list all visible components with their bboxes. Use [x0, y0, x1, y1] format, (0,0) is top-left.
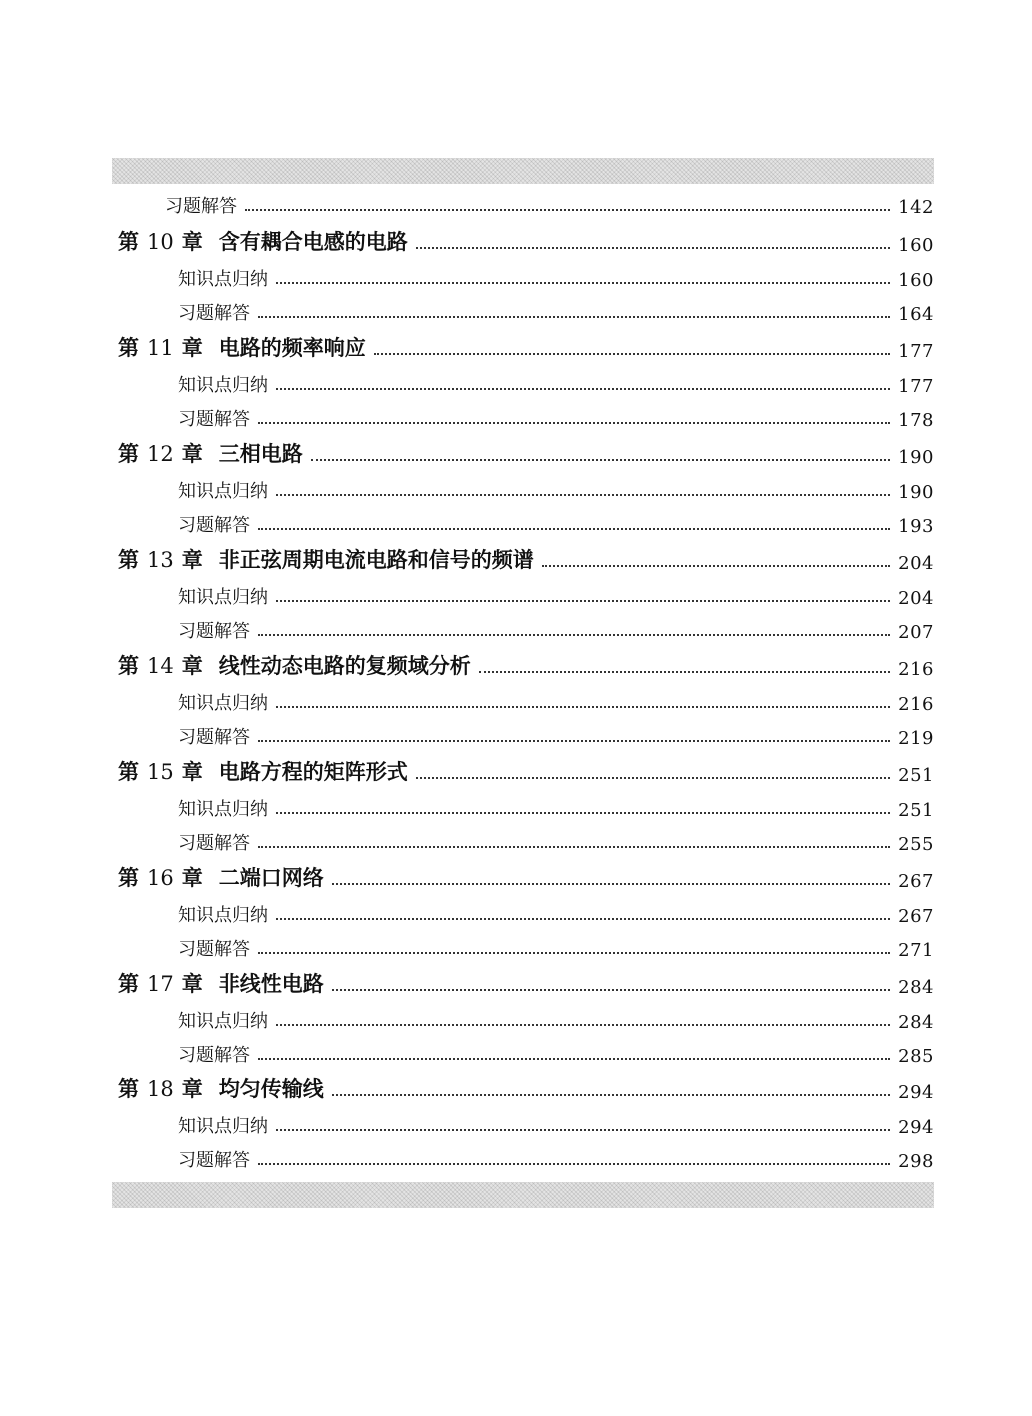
chapter-suffix: 章	[181, 441, 203, 466]
decorative-band-bottom	[112, 1182, 934, 1208]
toc-section-15-2[interactable]	[178, 827, 934, 855]
chapter-number: 15	[147, 760, 174, 784]
section-title: 习题解答	[178, 1150, 250, 1171]
section-title: 习题解答	[178, 939, 250, 960]
toc-page-number: 160	[898, 235, 934, 256]
section-title: 习题解答	[178, 409, 250, 430]
chapter-number: 11	[147, 336, 174, 360]
dot-leader	[276, 918, 890, 920]
toc-page-number: 216	[898, 694, 934, 715]
section-title: 习题解答	[178, 727, 250, 748]
toc-page-number: 219	[898, 728, 934, 749]
dot-leader	[276, 600, 890, 602]
chapter-prefix: 第	[118, 653, 139, 678]
toc-page-number: 267	[898, 871, 934, 892]
chapter-title: 含有耦合电感的电路	[218, 229, 408, 254]
chapter-prefix: 第	[118, 229, 139, 254]
toc-section-17-2[interactable]	[178, 1039, 934, 1067]
chapter-number: 13	[147, 548, 174, 572]
chapter-suffix: 章	[181, 865, 203, 890]
toc-section-18-1[interactable]	[178, 1110, 934, 1138]
chapter-label	[118, 862, 324, 892]
chapter-title: 均匀传输线	[218, 1076, 324, 1101]
chapter-number: 16	[147, 866, 174, 890]
toc-page-number: 193	[898, 516, 934, 537]
toc-section-12-1[interactable]	[178, 475, 934, 503]
dot-leader	[258, 740, 890, 742]
chapter-prefix: 第	[118, 547, 139, 572]
chapter-title: 非线性电路	[218, 971, 324, 996]
section-title: 习题解答	[178, 515, 250, 536]
toc-page-number: 190	[898, 482, 934, 503]
dot-leader	[332, 989, 890, 991]
chapter-number: 18	[147, 1077, 174, 1101]
toc-chapter-15[interactable]	[118, 758, 934, 786]
dot-leader	[258, 846, 890, 848]
toc-section-12-2[interactable]	[178, 509, 934, 537]
chapter-label	[118, 226, 408, 256]
chapter-suffix: 章	[181, 1076, 203, 1101]
chapter-label	[118, 332, 366, 362]
dot-leader	[258, 952, 890, 954]
toc-section-10-2[interactable]	[178, 297, 934, 325]
toc-chapter-11[interactable]	[118, 334, 934, 362]
dot-leader	[276, 706, 890, 708]
chapter-label	[118, 756, 408, 786]
dot-leader	[276, 282, 890, 284]
toc-section-14-2[interactable]	[178, 721, 934, 749]
dot-leader	[245, 209, 890, 211]
section-title: 习题解答	[178, 303, 250, 324]
section-title: 知识点归纳	[178, 905, 268, 926]
chapter-suffix: 章	[181, 335, 203, 360]
toc-section-13-1[interactable]	[178, 581, 934, 609]
toc-page-number: 177	[898, 341, 934, 362]
toc-page-number: 164	[898, 304, 934, 325]
chapter-prefix: 第	[118, 1076, 139, 1101]
toc-section-17-1[interactable]	[178, 1005, 934, 1033]
toc-page-number: 284	[898, 1012, 934, 1033]
chapter-number: 14	[147, 654, 174, 678]
dot-leader	[258, 1058, 890, 1060]
dot-leader	[332, 1094, 890, 1096]
toc-section-14-1[interactable]	[178, 687, 934, 715]
chapter-title: 二端口网络	[218, 865, 324, 890]
toc-chapter-14[interactable]	[118, 652, 934, 680]
toc-page-number: 178	[898, 410, 934, 431]
toc-entry-exercises-ch9[interactable]	[165, 190, 934, 218]
chapter-prefix: 第	[118, 759, 139, 784]
chapter-suffix: 章	[181, 653, 203, 678]
toc-chapter-17[interactable]	[118, 970, 934, 998]
chapter-title: 三相电路	[218, 441, 303, 466]
toc-page-number: 251	[898, 765, 934, 786]
dot-leader	[258, 1163, 890, 1165]
dot-leader	[542, 565, 890, 567]
dot-leader	[276, 388, 890, 390]
dot-leader	[258, 634, 890, 636]
chapter-number: 12	[147, 442, 174, 466]
toc-page-number: 251	[898, 800, 934, 821]
dot-leader	[416, 777, 890, 779]
chapter-suffix: 章	[181, 971, 203, 996]
toc-section-16-1[interactable]	[178, 899, 934, 927]
toc-page-number: 177	[898, 376, 934, 397]
chapter-suffix: 章	[181, 547, 203, 572]
toc-section-16-2[interactable]	[178, 933, 934, 961]
toc-page-number: 298	[898, 1151, 934, 1172]
chapter-suffix: 章	[181, 759, 203, 784]
section-title: 知识点归纳	[178, 799, 268, 820]
section-title: 知识点归纳	[178, 269, 268, 290]
dot-leader	[311, 459, 890, 461]
chapter-title: 非正弦周期电流电路和信号的频谱	[218, 547, 534, 572]
toc-page-number: 207	[898, 622, 934, 643]
toc-chapter-18[interactable]	[118, 1075, 934, 1103]
toc-page-number: 267	[898, 906, 934, 927]
dot-leader	[258, 316, 890, 318]
toc-chapter-16[interactable]	[118, 864, 934, 892]
section-title: 知识点归纳	[178, 1116, 268, 1137]
chapter-number: 10	[147, 230, 174, 254]
chapter-label	[118, 438, 303, 468]
toc-page-number: 216	[898, 659, 934, 680]
toc-page-number: 190	[898, 447, 934, 468]
chapter-prefix: 第	[118, 865, 139, 890]
toc-section-11-2[interactable]	[178, 403, 934, 431]
dot-leader	[416, 247, 890, 249]
dot-leader	[276, 1129, 890, 1131]
toc-page-number: 160	[898, 270, 934, 291]
toc-page-number: 142	[898, 197, 934, 218]
toc-section-10-1[interactable]	[178, 263, 934, 291]
toc-page-number: 255	[898, 834, 934, 855]
dot-leader	[258, 422, 890, 424]
chapter-number: 17	[147, 972, 174, 996]
toc-section-11-1[interactable]	[178, 369, 934, 397]
section-title: 知识点归纳	[178, 693, 268, 714]
chapter-prefix: 第	[118, 441, 139, 466]
toc-page-number: 271	[898, 940, 934, 961]
section-title: 知识点归纳	[178, 587, 268, 608]
chapter-title: 电路的频率响应	[218, 335, 366, 360]
dot-leader	[276, 494, 890, 496]
toc-page-number: 204	[898, 588, 934, 609]
toc-page-number: 284	[898, 977, 934, 998]
section-title: 习题解答	[178, 833, 250, 854]
section-title: 知识点归纳	[178, 1011, 268, 1032]
toc-section-15-1[interactable]	[178, 793, 934, 821]
toc-page-number: 285	[898, 1046, 934, 1067]
chapter-suffix: 章	[181, 229, 203, 254]
toc-page-number: 294	[898, 1117, 934, 1138]
toc-section-13-2[interactable]	[178, 615, 934, 643]
toc-chapter-10[interactable]	[118, 228, 934, 256]
section-title: 知识点归纳	[178, 481, 268, 502]
dot-leader	[276, 1024, 890, 1026]
section-title: 习题解答	[178, 621, 250, 642]
dot-leader	[276, 812, 890, 814]
chapter-title: 电路方程的矩阵形式	[218, 759, 408, 784]
dot-leader	[332, 883, 890, 885]
toc-entry-title: 习题解答	[165, 196, 237, 217]
chapter-prefix: 第	[118, 971, 139, 996]
chapter-label	[118, 968, 324, 998]
chapter-prefix: 第	[118, 335, 139, 360]
chapter-title: 线性动态电路的复频域分析	[218, 653, 471, 678]
chapter-label	[118, 650, 471, 680]
chapter-label	[118, 544, 534, 574]
toc-section-18-2[interactable]	[178, 1144, 934, 1172]
toc-chapter-13[interactable]	[118, 546, 934, 574]
toc-chapter-12[interactable]	[118, 440, 934, 468]
dot-leader	[258, 528, 890, 530]
toc-page-number: 204	[898, 553, 934, 574]
dot-leader	[479, 671, 890, 673]
dot-leader	[374, 353, 890, 355]
section-title: 习题解答	[178, 1045, 250, 1066]
toc-page-number: 294	[898, 1082, 934, 1103]
chapter-label	[118, 1073, 324, 1103]
section-title: 知识点归纳	[178, 375, 268, 396]
